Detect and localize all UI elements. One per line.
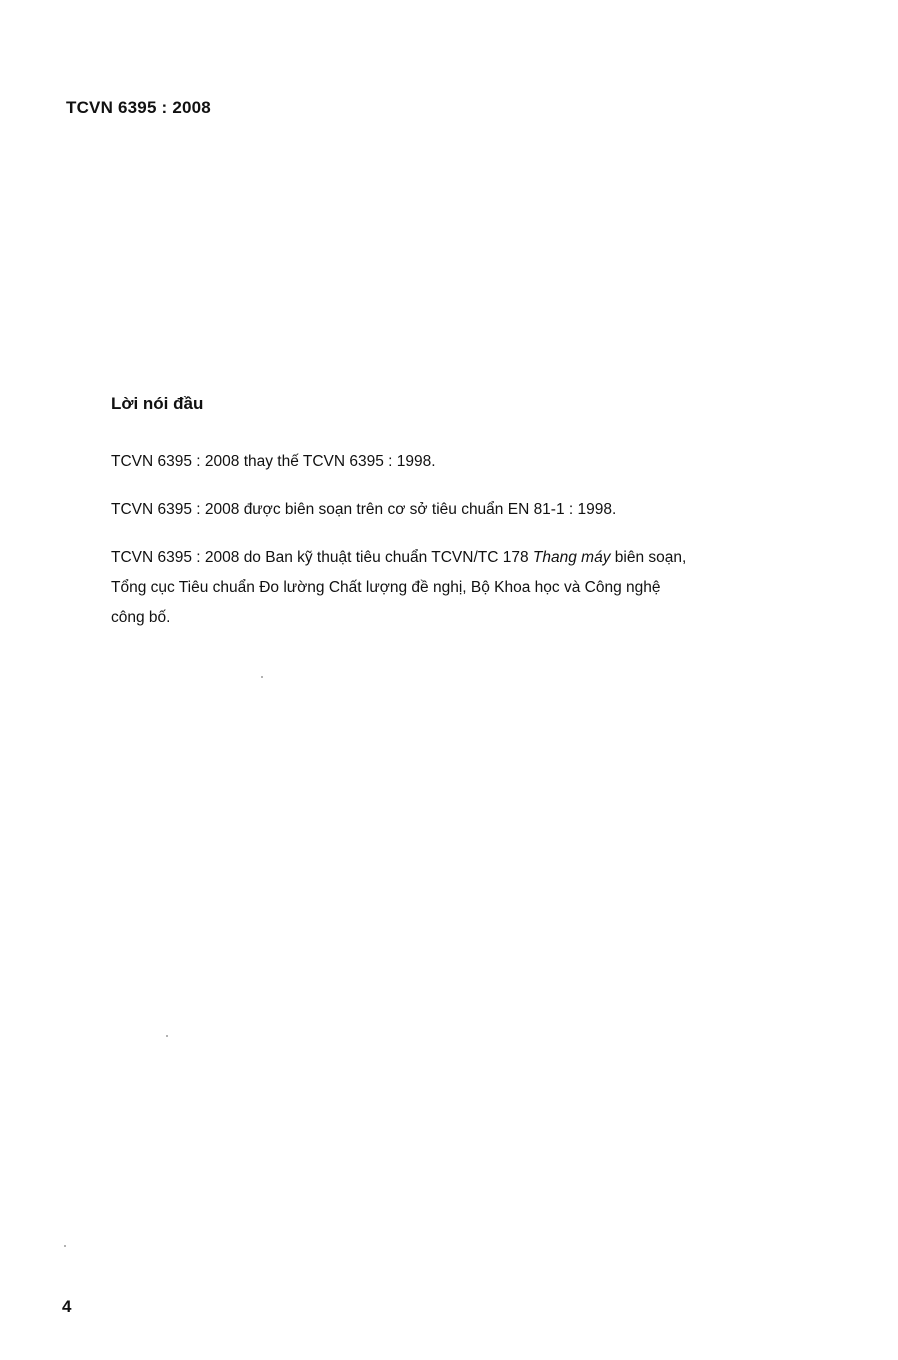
scan-speck (64, 1245, 66, 1247)
committee-name: Thang máy (532, 549, 611, 566)
page-number: 4 (62, 1297, 72, 1316)
document-code-header: TCVN 6395 : 2008 (66, 98, 211, 117)
foreword-paragraph-authorship (111, 543, 691, 633)
scan-speck (261, 676, 263, 678)
authorship-text-after: biên soạn, Tổng cục Tiêu chuẩn Đo lường Chất lượng đề nghị, Bộ Khoa học và Công nghệ công bố. (111, 549, 687, 626)
foreword-paragraph-basis: TCVN 6395 : 2008 được biên soạn trên cơ sở tiêu chuẩn EN 81-1 : 1998. (111, 501, 617, 518)
authorship-text-before: TCVN 6395 : 2008 do Ban kỹ thuật tiêu chuẩn TCVN/TC 178 (111, 549, 533, 566)
scan-speck (166, 1035, 168, 1037)
foreword-paragraph-replacement: TCVN 6395 : 2008 thay thế TCVN 6395 : 1998. (111, 453, 436, 470)
foreword-section (111, 393, 711, 651)
foreword-title: Lời nói đầu (111, 394, 204, 413)
